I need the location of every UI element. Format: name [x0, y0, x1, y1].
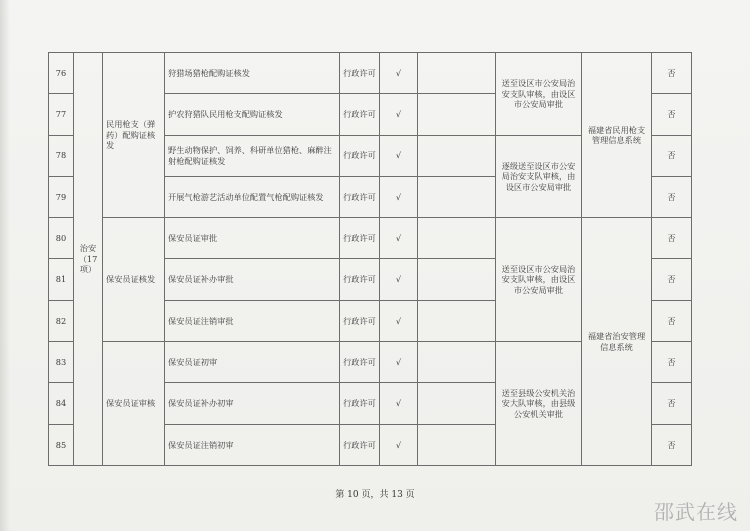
row-number: 81 — [49, 259, 74, 300]
check-mark: √ — [380, 218, 418, 259]
blank-cell — [418, 259, 496, 300]
flag-cell: 否 — [652, 342, 692, 383]
check-mark: √ — [380, 53, 418, 94]
blank-cell — [418, 176, 496, 217]
item-name: 保安员证补办初审 — [165, 383, 340, 424]
watermark-logo: 邵武在线 — [654, 500, 738, 524]
blank-cell — [418, 135, 496, 176]
check-mark: √ — [380, 342, 418, 383]
item-name: 狩猎场猎枪配购证核发 — [165, 53, 340, 94]
blank-cell — [418, 94, 496, 135]
item-name: 保安员证补办审批 — [165, 259, 340, 300]
item-name: 保安员证注销审批 — [165, 300, 340, 341]
flag-cell: 否 — [652, 135, 692, 176]
check-mark: √ — [380, 300, 418, 341]
subcategory-guard-review: 保安员证审核 — [103, 342, 165, 466]
approval-items-table — [48, 52, 692, 466]
blank-cell — [418, 300, 496, 341]
row-number: 83 — [49, 342, 74, 383]
row-number: 77 — [49, 94, 74, 135]
check-mark: √ — [380, 176, 418, 217]
flag-cell: 否 — [652, 176, 692, 217]
blank-cell — [418, 342, 496, 383]
row-number: 85 — [49, 424, 74, 465]
item-type: 行政许可 — [340, 53, 380, 94]
item-type: 行政许可 — [340, 259, 380, 300]
blank-cell — [418, 424, 496, 465]
blank-cell — [418, 218, 496, 259]
row-number: 80 — [49, 218, 74, 259]
row-number: 78 — [49, 135, 74, 176]
item-name: 野生动物保护、饲养、科研单位猎枪、麻醉注射枪配购证核发 — [165, 135, 340, 176]
subcategory-gun: 民用枪支（弹药）配购证核发 — [103, 53, 165, 218]
row-number: 79 — [49, 176, 74, 217]
check-mark: √ — [380, 383, 418, 424]
subcategory-guard-cert: 保安员证核发 — [103, 218, 165, 342]
item-type: 行政许可 — [340, 218, 380, 259]
check-mark: √ — [380, 94, 418, 135]
system-cell: 福建省民用枪支管理信息系统 — [582, 53, 652, 218]
row-number: 82 — [49, 300, 74, 341]
route-cell: 送至设区市公安局治安支队审核，由设区市公安局审批 — [496, 218, 582, 342]
item-type: 行政许可 — [340, 383, 380, 424]
item-name: 护农狩猎队民用枪支配购证核发 — [165, 94, 340, 135]
route-cell: 送至设区市公安局治安支队审核，由设区市公安局审批 — [496, 53, 582, 136]
item-type: 行政许可 — [340, 94, 380, 135]
row-number: 84 — [49, 383, 74, 424]
table-row — [49, 53, 692, 94]
flag-cell: 否 — [652, 424, 692, 465]
check-mark: √ — [380, 424, 418, 465]
item-name: 保安员证初审 — [165, 342, 340, 383]
system-cell: 福建省治安管理信息系统 — [582, 218, 652, 466]
flag-cell: 否 — [652, 300, 692, 341]
flag-cell: 否 — [652, 259, 692, 300]
row-number: 76 — [49, 53, 74, 94]
item-type: 行政许可 — [340, 176, 380, 217]
check-mark: √ — [380, 259, 418, 300]
route-cell: 逐级送至设区市公安局治安支队审核，由设区市公安局审批 — [496, 135, 582, 218]
flag-cell: 否 — [652, 218, 692, 259]
category-cell: 治安（17项） — [74, 53, 103, 466]
item-type: 行政许可 — [340, 135, 380, 176]
route-cell: 送至县级公安机关治安大队审核，由县级公安机关审批 — [496, 342, 582, 466]
item-name: 保安员证注销初审 — [165, 424, 340, 465]
blank-cell — [418, 383, 496, 424]
table-row — [49, 218, 692, 259]
flag-cell: 否 — [652, 53, 692, 94]
item-name: 开展气枪游艺活动单位配置气枪配购证核发 — [165, 176, 340, 217]
item-name: 保安员证审批 — [165, 218, 340, 259]
item-type: 行政许可 — [340, 300, 380, 341]
flag-cell: 否 — [652, 94, 692, 135]
item-type: 行政许可 — [340, 424, 380, 465]
page-footer: 第 10 页，共 13 页 — [335, 490, 415, 500]
scan-edge-shadow — [0, 0, 10, 531]
check-mark: √ — [380, 135, 418, 176]
item-type: 行政许可 — [340, 342, 380, 383]
blank-cell — [418, 53, 496, 94]
flag-cell: 否 — [652, 383, 692, 424]
